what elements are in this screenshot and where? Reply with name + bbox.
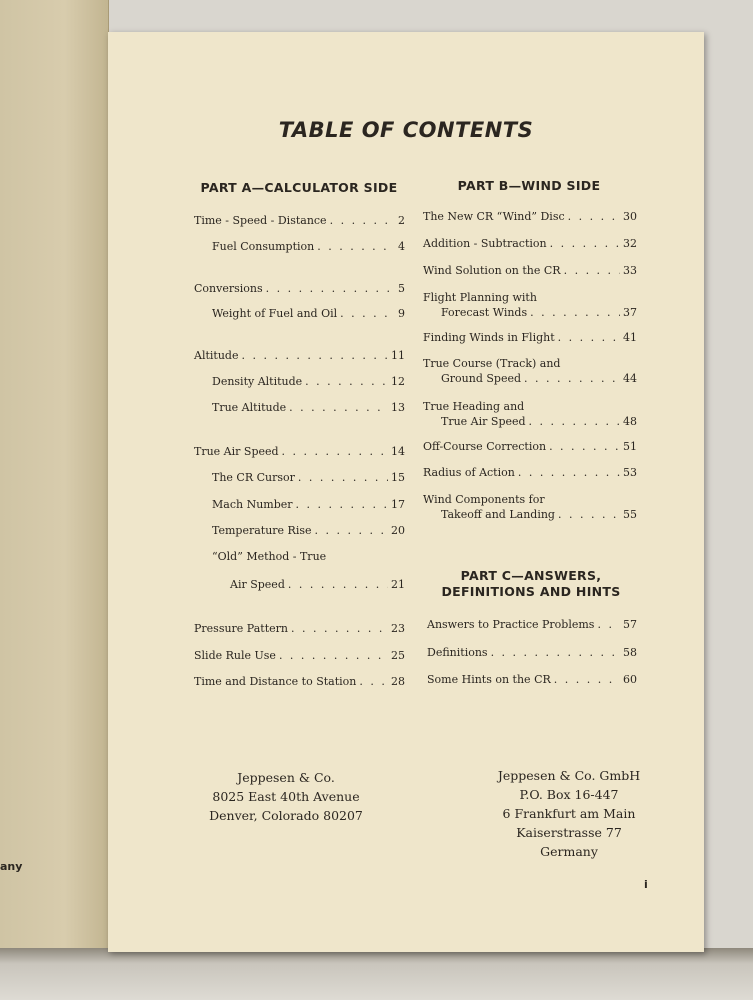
toc-entry-b1[interactable]: Addition - Subtraction . . . 32 [423, 236, 637, 251]
page-number: i [644, 878, 648, 891]
toc-entry-a12[interactable]: Pressure Pattern . . . 23 [194, 621, 405, 636]
toc-entry-b7[interactable]: Off-Course Correction . . . 51 [423, 439, 637, 454]
address-us: Jeppesen & Co. 8025 East 40th Avenue Denver, Colorado 80207 [209, 770, 363, 823]
toc-entry-b6[interactable]: True Heading and True Air Speed . . . 48 [423, 399, 637, 429]
toc-entry-a4[interactable]: Altitude . . . 11 [194, 348, 405, 363]
table-shadow [0, 948, 753, 1000]
toc-entry-c1[interactable]: Definitions . . . 58 [427, 645, 637, 660]
facing-left-page [0, 0, 109, 950]
toc-entry-a10[interactable]: Temperature Rise . . . 20 [212, 523, 405, 538]
toc-entry-b5[interactable]: True Course (Track) and Ground Speed . . . 44 [423, 356, 637, 386]
toc-entry-c2[interactable]: Some Hints on the CR . . . 60 [427, 672, 637, 687]
toc-entry-b0[interactable]: The New CR “Wind” Disc . . . 30 [423, 209, 637, 224]
toc-entry-a13[interactable]: Slide Rule Use . . . 25 [194, 648, 405, 663]
toc-entry-b9[interactable]: Wind Components for Takeoff and Landing . . . 55 [423, 492, 637, 522]
part-c-heading [424, 568, 638, 600]
left-page-text-fragment: any [0, 860, 23, 873]
toc-entry-a6[interactable]: True Altitude . . . 13 [212, 400, 405, 415]
toc-entry-a1[interactable]: Fuel Consumption . . . 4 [212, 239, 405, 254]
toc-entry-a7[interactable]: True Air Speed . . . 14 [194, 444, 405, 459]
toc-entry-b8[interactable]: Radius of Action . . . 53 [423, 465, 637, 480]
toc-page [108, 32, 704, 952]
toc-entry-a3[interactable]: Weight of Fuel and Oil . . . 9 [212, 306, 405, 321]
toc-entry-b2[interactable]: Wind Solution on the CR . . . 33 [423, 263, 637, 278]
toc-entry-a14[interactable]: Time and Distance to Station . . . 28 [194, 674, 405, 689]
toc-entry-a5[interactable]: Density Altitude . . . 12 [212, 374, 405, 389]
part-c-heading-line2: DEFINITIONS AND HINTS [441, 584, 621, 599]
toc-entry-c0[interactable]: Answers to Practice Problems . . . 57 [427, 617, 637, 632]
address-germany: Jeppesen & Co. GmbH P.O. Box 16-447 6 Frankfurt am Main Kaiserstrasse 77 Germany [497, 768, 641, 859]
toc-entry-a8[interactable]: The CR Cursor . . . 15 [212, 470, 405, 485]
part-c-heading-line1: PART C—ANSWERS, [460, 568, 602, 583]
toc-entry-b4[interactable]: Finding Winds in Flight . . . 41 [423, 330, 637, 345]
toc-entry-b3[interactable]: Flight Planning with Forecast Winds . . . 37 [423, 290, 637, 320]
toc-entry-a2[interactable]: Conversions . . . 5 [194, 281, 405, 296]
page-title: TABLE OF CONTENTS [278, 118, 534, 142]
part-b-heading: PART B—WIND SIDE [457, 178, 601, 193]
part-a-heading: PART A—CALCULATOR SIDE [200, 180, 398, 195]
toc-entry-a0[interactable]: Time - Speed - Distance . . . 2 [194, 213, 405, 228]
toc-entry-a9[interactable]: Mach Number . . . 17 [212, 497, 405, 512]
toc-entry-a11[interactable]: “Old” Method - True Air Speed . . . 21 [212, 549, 405, 592]
